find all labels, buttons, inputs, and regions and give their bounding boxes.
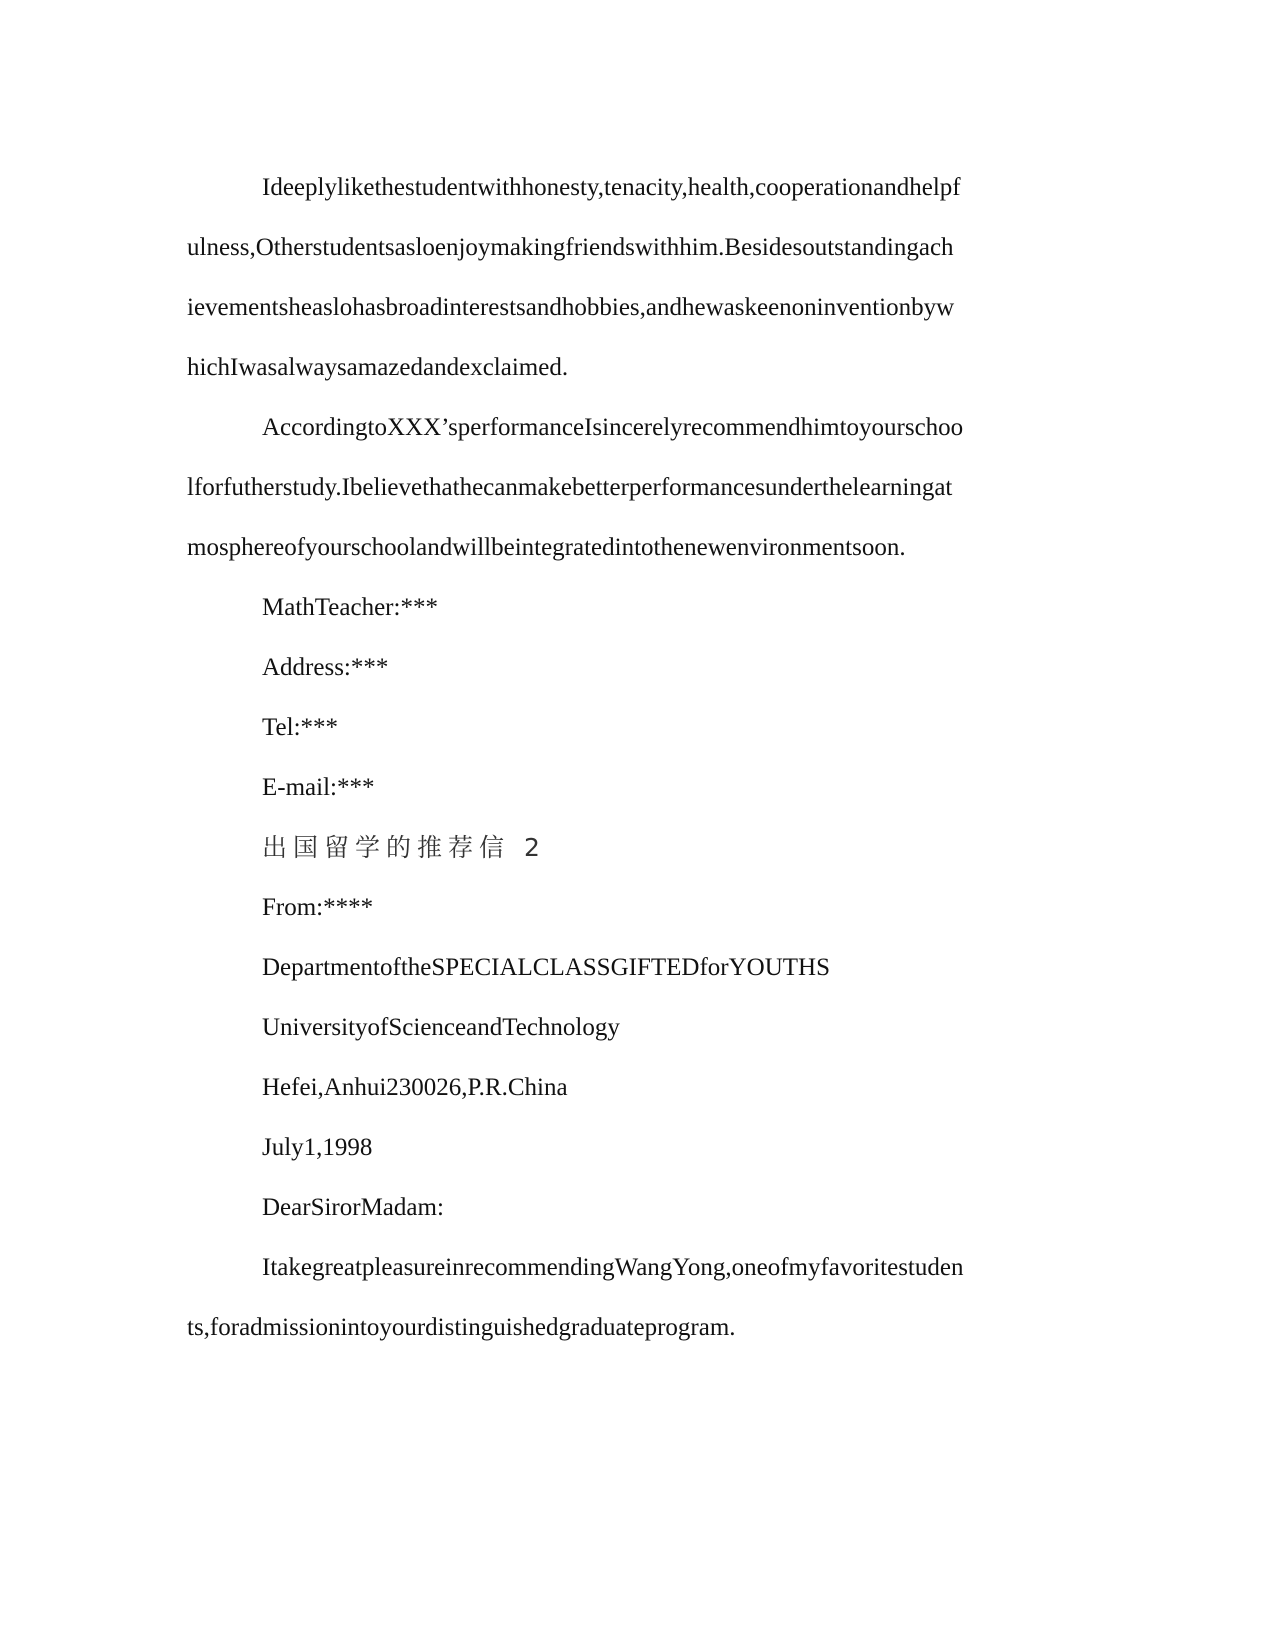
paragraph-1-line-1: Ideeplylikethestudentwithhonesty,tenacity,health,cooperationandhelpf [262, 174, 961, 201]
paragraph-2-line-2: lforfutherstudy.Ibelievethathecanmakebetterperformancesunderthelearningat [187, 474, 953, 501]
letter-university: UniversityofScienceandTechnology [262, 1014, 620, 1041]
letter-date: July1,1998 [262, 1134, 373, 1161]
signature-email: E-mail:*** [262, 774, 375, 801]
paragraph-1-line-3: ievementsheaslohasbroadinterestsandhobbies,andhewaskeenoninventionbyw [187, 294, 955, 321]
paragraph-3-line-1: ItakegreatpleasureinrecommendingWangYong,oneofmyfavoritestuden [262, 1254, 964, 1281]
signature-address: Address:*** [262, 654, 389, 681]
section-title: 出国留学的推荐信 2 [262, 833, 546, 862]
paragraph-2-line-1: AccordingtoXXX’sperformanceIsincerelyrecommendhimtoyourschoo [262, 414, 964, 441]
paragraph-1-line-2: ulness,Otherstudentsasloenjoymakingfriendswithhim.Besidesoutstandingach [187, 234, 954, 261]
letter-salutation: DearSirorMadam: [262, 1194, 444, 1221]
letter-department: DepartmentoftheSPECIALCLASSGIFTEDforYOUTHS [262, 954, 831, 981]
signature-tel: Tel:*** [262, 714, 339, 741]
paragraph-2-line-3: mosphereofyourschoolandwillbeintegratedintothenewenvironmentsoon. [187, 534, 906, 561]
letter-from: From:**** [262, 894, 374, 921]
paragraph-1-line-4: hichIwasalwaysamazedandexclaimed. [187, 354, 569, 381]
letter-city: Hefei,Anhui230026,P.R.China [262, 1074, 568, 1101]
signature-teacher: MathTeacher:*** [262, 594, 438, 621]
paragraph-3-line-2: ts,foradmissionintoyourdistinguishedgraduateprogram. [187, 1314, 736, 1341]
